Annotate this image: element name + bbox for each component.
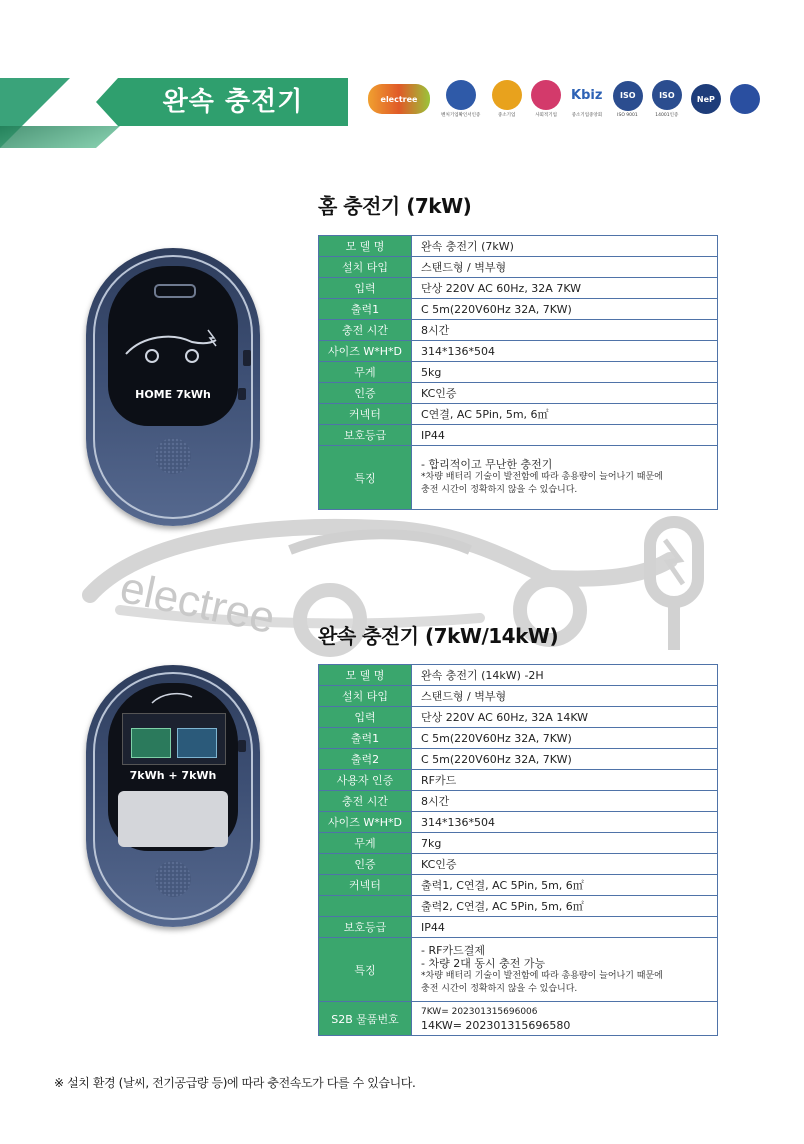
iso9001-logo: ISO ISO 9001 [613, 81, 643, 118]
spec-row [319, 938, 718, 1002]
spec-key: 입력 [319, 707, 412, 728]
spec-key: 충전 시간 [319, 320, 412, 341]
spec-value: 7kg [412, 833, 718, 854]
spec-row [319, 686, 718, 707]
certification-logos [368, 78, 760, 120]
spec-value: - 합리적이고 무난한 충전기 *차량 배터리 기술이 발전함에 따라 총용량이 늘어나기 때문에 충전 시간이 정확하지 않을 수 있습니다. [412, 446, 718, 510]
spec-key: 모 델 명 [319, 665, 412, 686]
spec-key: 인증 [319, 854, 412, 875]
spec-value: 스탠드형 / 벽부형 [412, 257, 718, 278]
spec-key: S2B 물품번호 [319, 1002, 412, 1036]
spec-value: 스탠드형 / 벽부형 [412, 686, 718, 707]
spec-row [319, 833, 718, 854]
spec-key: 설치 타입 [319, 686, 412, 707]
spec-value: 314*136*504 [412, 341, 718, 362]
social-enterprise-logo: 사회적기업 [531, 80, 561, 118]
spec-key: 커넥터 [319, 404, 412, 425]
spec-key: 무게 [319, 362, 412, 383]
iso14001-logo: ISO 14001인증 [652, 80, 682, 118]
spec-row [319, 1002, 718, 1036]
spec-value: C 5m(220V60Hz 32A, 7KW) [412, 749, 718, 770]
footnote: ※ 설치 환경 (날씨, 전기공급량 등)에 따라 충전속도가 다를 수 있습니다. [54, 1076, 416, 1090]
spec-key [319, 896, 412, 917]
slow-charger-image [86, 665, 260, 927]
spec-value: 단상 220V AC 60Hz, 32A 7KW [412, 278, 718, 299]
spec-row [319, 875, 718, 896]
spec-row [319, 446, 718, 510]
slow-device-label: 7kWh + 7kWh [129, 769, 217, 782]
spec-key: 특징 [319, 938, 412, 1002]
kbiz-logo: Kbiz 중소기업중앙회 [570, 80, 604, 118]
spec-value: 출력1, C연결, AC 5Pin, 5m, 6㎡ [412, 875, 718, 896]
slow-charger-title: 완속 충전기 (7kW/14kW) [318, 624, 559, 648]
nep-logo: NeP [691, 84, 721, 114]
spec-value: IP44 [412, 425, 718, 446]
spec-value: 8시간 [412, 791, 718, 812]
spec-row [319, 278, 718, 299]
spec-value: 완속 충전기 (7kW) [412, 236, 718, 257]
spec-row [319, 854, 718, 875]
spec-key: 무게 [319, 833, 412, 854]
home-device-label: HOME 7kWh [135, 388, 211, 401]
spec-value: KC인증 [412, 383, 718, 404]
home-spec-table [318, 235, 718, 510]
spec-key: 커넥터 [319, 875, 412, 896]
banner-notch [96, 78, 118, 126]
home-charger-image [86, 248, 260, 526]
spec-value: 완속 충전기 (14kW) -2H [412, 665, 718, 686]
spec-row [319, 791, 718, 812]
spec-key: 보호등급 [319, 917, 412, 938]
spec-key: 입력 [319, 278, 412, 299]
spec-row [319, 812, 718, 833]
cert-seal-1-logo: 벤처기업확인서인증 [439, 80, 482, 118]
spec-key: 사이즈 W*H*D [319, 812, 412, 833]
slow-spec-table [318, 664, 718, 1036]
spec-value: 8시간 [412, 320, 718, 341]
spec-key: 보호등급 [319, 425, 412, 446]
electree-logo: electree [368, 84, 430, 114]
spec-value: RF카드 [412, 770, 718, 791]
spec-row [319, 404, 718, 425]
banner-shadow [0, 126, 120, 148]
cert-seal-2-logo: 중소기업 [492, 80, 522, 118]
spec-key: 사이즈 W*H*D [319, 341, 412, 362]
page-title: 완속 충전기 [162, 87, 304, 117]
cert-seal-3-logo [730, 84, 760, 114]
spec-row [319, 383, 718, 404]
spec-value: 출력2, C연결, AC 5Pin, 5m, 6㎡ [412, 896, 718, 917]
spec-value: - RF카드결제 - 차량 2대 동시 충전 가능 *차량 배터리 기술이 발전함에 따라 총용량이 늘어나기 때문에 충전 시간이 정확하지 않을 수 있습니다. [412, 938, 718, 1002]
spec-row [319, 341, 718, 362]
spec-row [319, 665, 718, 686]
spec-key: 특징 [319, 446, 412, 510]
spec-row [319, 425, 718, 446]
spec-key: 인증 [319, 383, 412, 404]
spec-value: 7KW= 202301315696006 14KW= 202301315696580 [412, 1002, 718, 1036]
spec-row [319, 299, 718, 320]
spec-key: 출력1 [319, 728, 412, 749]
spec-row [319, 917, 718, 938]
spec-value: C 5m(220V60Hz 32A, 7KW) [412, 299, 718, 320]
spec-value: 5kg [412, 362, 718, 383]
spec-value: C 5m(220V60Hz 32A, 7KW) [412, 728, 718, 749]
spec-row [319, 257, 718, 278]
spec-row [319, 707, 718, 728]
spec-value: IP44 [412, 917, 718, 938]
spec-row [319, 320, 718, 341]
spec-row [319, 896, 718, 917]
spec-key: 사용자 인증 [319, 770, 412, 791]
spec-row [319, 236, 718, 257]
home-charger-title: 홈 충전기 (7kW) [318, 194, 472, 218]
spec-row [319, 362, 718, 383]
watermark-text: electree [115, 562, 280, 644]
spec-row [319, 728, 718, 749]
spec-value: KC인증 [412, 854, 718, 875]
spec-key: 모 델 명 [319, 236, 412, 257]
spec-value: 단상 220V AC 60Hz, 32A 14KW [412, 707, 718, 728]
spec-key: 출력2 [319, 749, 412, 770]
spec-value: 314*136*504 [412, 812, 718, 833]
spec-key: 출력1 [319, 299, 412, 320]
spec-value: C연결, AC 5Pin, 5m, 6㎡ [412, 404, 718, 425]
spec-row [319, 749, 718, 770]
spec-row [319, 770, 718, 791]
spec-key: 충전 시간 [319, 791, 412, 812]
spec-key: 설치 타입 [319, 257, 412, 278]
